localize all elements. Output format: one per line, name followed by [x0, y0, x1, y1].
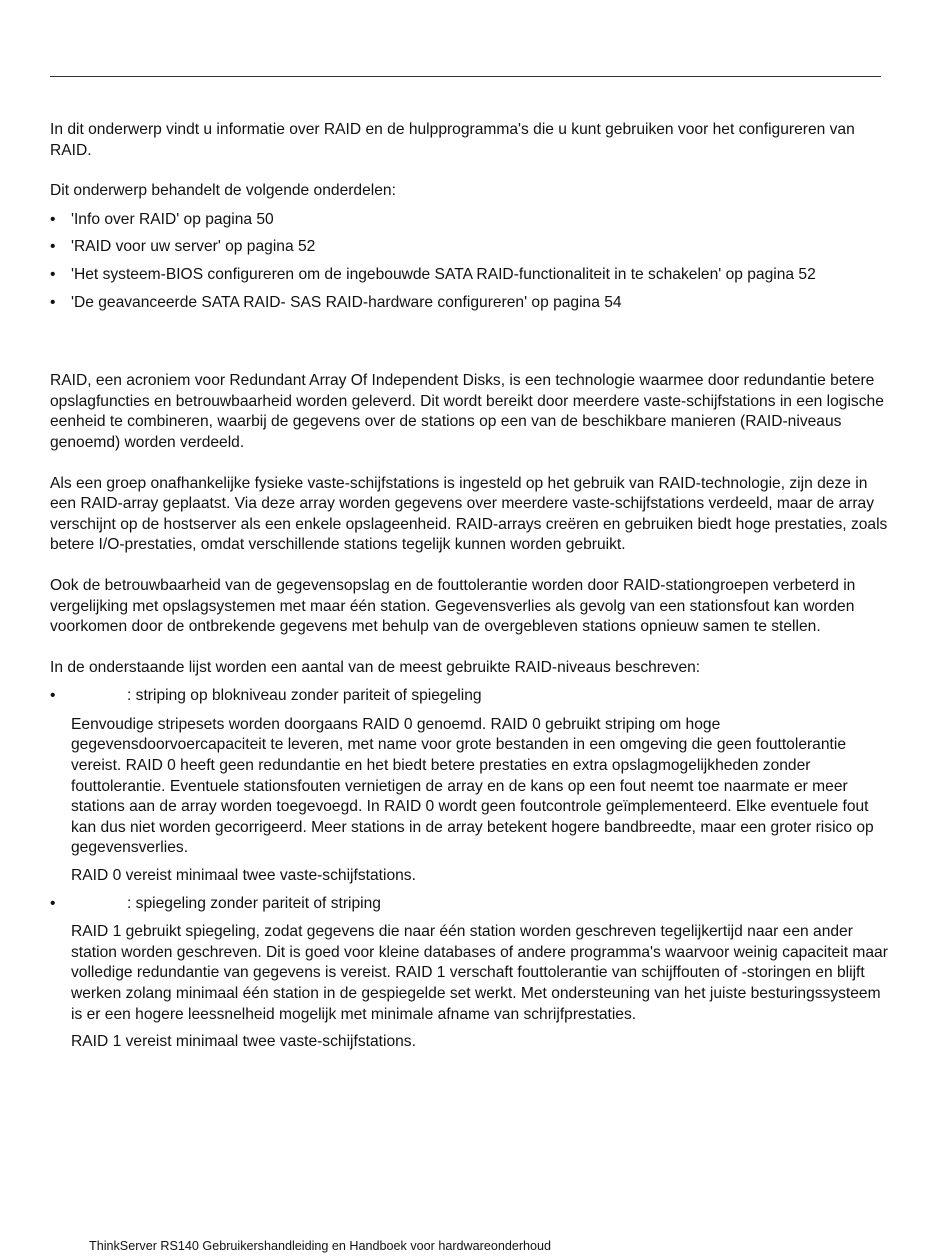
raid-level-heading	[71, 686, 890, 707]
header-rule	[50, 76, 881, 77]
topic-list-item[interactable]	[50, 210, 890, 231]
topic-list-item[interactable]	[50, 237, 890, 258]
topic-link-bios-config[interactable]: 'Het systeem-BIOS configureren om de ingebouwde SATA RAID-functionaliteit in te schakelen' op pagina 52	[71, 265, 816, 283]
bullet: •	[50, 265, 56, 283]
about-paragraph-3: Ook de betrouwbaarheid van de gegevensopslag en de fouttolerantie worden door RAID-stationgroepen verbeterd in vergelijking met opslagsystemen met maar één station. Gegevensverlies als gevolg van een stationsfout kan worden voorkomen door de ontbrekende gegevens met behulp van de overgebleven stations opnieuw samen te stellen.	[50, 576, 856, 636]
raid-level-heading-text: : spiegeling zonder pariteit of striping	[127, 894, 381, 912]
topic-list	[50, 210, 890, 313]
topic-list-item[interactable]	[50, 265, 890, 286]
page-content	[50, 120, 890, 1060]
raid-level-item	[50, 894, 890, 1053]
raid-level-list	[50, 686, 890, 1053]
about-paragraph-1: RAID, een acroniem voor Redundant Array Of Independent Disks, is een technologie waarmee door redundantie betere opslagfuncties en betrouwbaarheid worden geleverd. Dit wordt bereikt door meerdere vaste-schijfstations in een logische eenheid te combineren, waarbij de gegevens over de stations op een van de beschikbare manieren (RAID-niveaus genoemd) worden verdeeld.	[50, 372, 884, 451]
raid-level-requirement: RAID 1 vereist minimaal twee vaste-schijfstations.	[71, 1033, 416, 1051]
topic-link-info-raid[interactable]: 'Info over RAID' op pagina 50	[71, 210, 274, 228]
raid-level-description: RAID 1 gebruikt spiegeling, zodat gegevens die naar één station worden geschreven tegelijkertijd naar een ander station worden geschreven. Dit is goed voor kleine databases of andere programma's waarvoor weinig capaciteit maar volledige redundantie van gegevens is vereist. RAID 1 verschaft fouttolerantie van schijffouten of -storingen en blijft werken zolang minimaal één station in de gespiegelde set werkt. Met ondersteuning van het juiste besturingssysteem is er een hogere leessnelheid mogelijk met minimale afname van schrijfprestaties.	[71, 923, 888, 1023]
topic-link-advanced-raid[interactable]: 'De geavanceerde SATA RAID- SAS RAID-hardware configureren' op pagina 54	[71, 293, 622, 311]
raid-level-heading-text: : striping op blokniveau zonder pariteit of spiegeling	[127, 687, 482, 705]
levels-lead: In de onderstaande lijst worden een aantal van de meest gebruikte RAID-niveaus beschreven:	[50, 658, 701, 676]
about-paragraph-2: Als een groep onafhankelijke fysieke vaste-schijfstations is ingesteld op het gebruik van RAID-technologie, zijn deze in een RAID-array geplaatst. Via deze array worden gegevens over meerdere vaste-schijfstations verdeeld, maar de array verschijnt op de hostserver als een enkele opslageenheid. RAID-arrays creëren en gebruiken biedt hoge prestaties, zoals betere I/O-prestaties, omdat verschillende stations tegelijk kunnen worden gebruikt.	[50, 474, 888, 554]
page-footer: ThinkServer RS140 Gebruikershandleiding en Handboek voor hardwareonderhoud	[89, 1239, 552, 1253]
topic-link-raid-server[interactable]: 'RAID voor uw server' op pagina 52	[71, 238, 316, 256]
raid-level-description: Eenvoudige stripesets worden doorgaans RAID 0 genoemd. RAID 0 gebruikt striping om hoge gegevensdoorvoercapaciteit te leveren, met name voor grote bestanden in een omgeving die geen fouttolerantie vereist. RAID 0 heeft geen redundantie en het biedt betere prestaties en extra opslagmogelijkheden zonder fouttolerantie. Eventuele stationsfouten vernietigen de array en de kans op een fout neemt toe naarmate er meer stations aan de array worden toegevoegd. In RAID 0 wordt geen foutcontrole geïmplementeerd. Elke eventuele fout kan dus niet worden gecorrigeerd. Meer stations in de array betekent hogere bandbreedte, maar een groter risico op gegevensverlies.	[71, 715, 874, 857]
bullet: •	[50, 687, 56, 705]
bullet: •	[50, 894, 56, 912]
intro-paragraph: In dit onderwerp vindt u informatie over RAID en de hulpprogramma's die u kunt gebruiken voor het configureren van RAID.	[50, 121, 855, 159]
raid-level-item	[50, 686, 890, 886]
raid-level-heading	[71, 894, 890, 915]
bullet: •	[50, 238, 56, 256]
intro-list-lead: Dit onderwerp behandelt de volgende onderdelen:	[50, 182, 396, 200]
bullet: •	[50, 210, 56, 228]
raid-level-requirement: RAID 0 vereist minimaal twee vaste-schijfstations.	[71, 867, 416, 885]
bullet: •	[50, 293, 56, 311]
topic-list-item[interactable]	[50, 293, 890, 314]
section-gap	[50, 320, 890, 371]
